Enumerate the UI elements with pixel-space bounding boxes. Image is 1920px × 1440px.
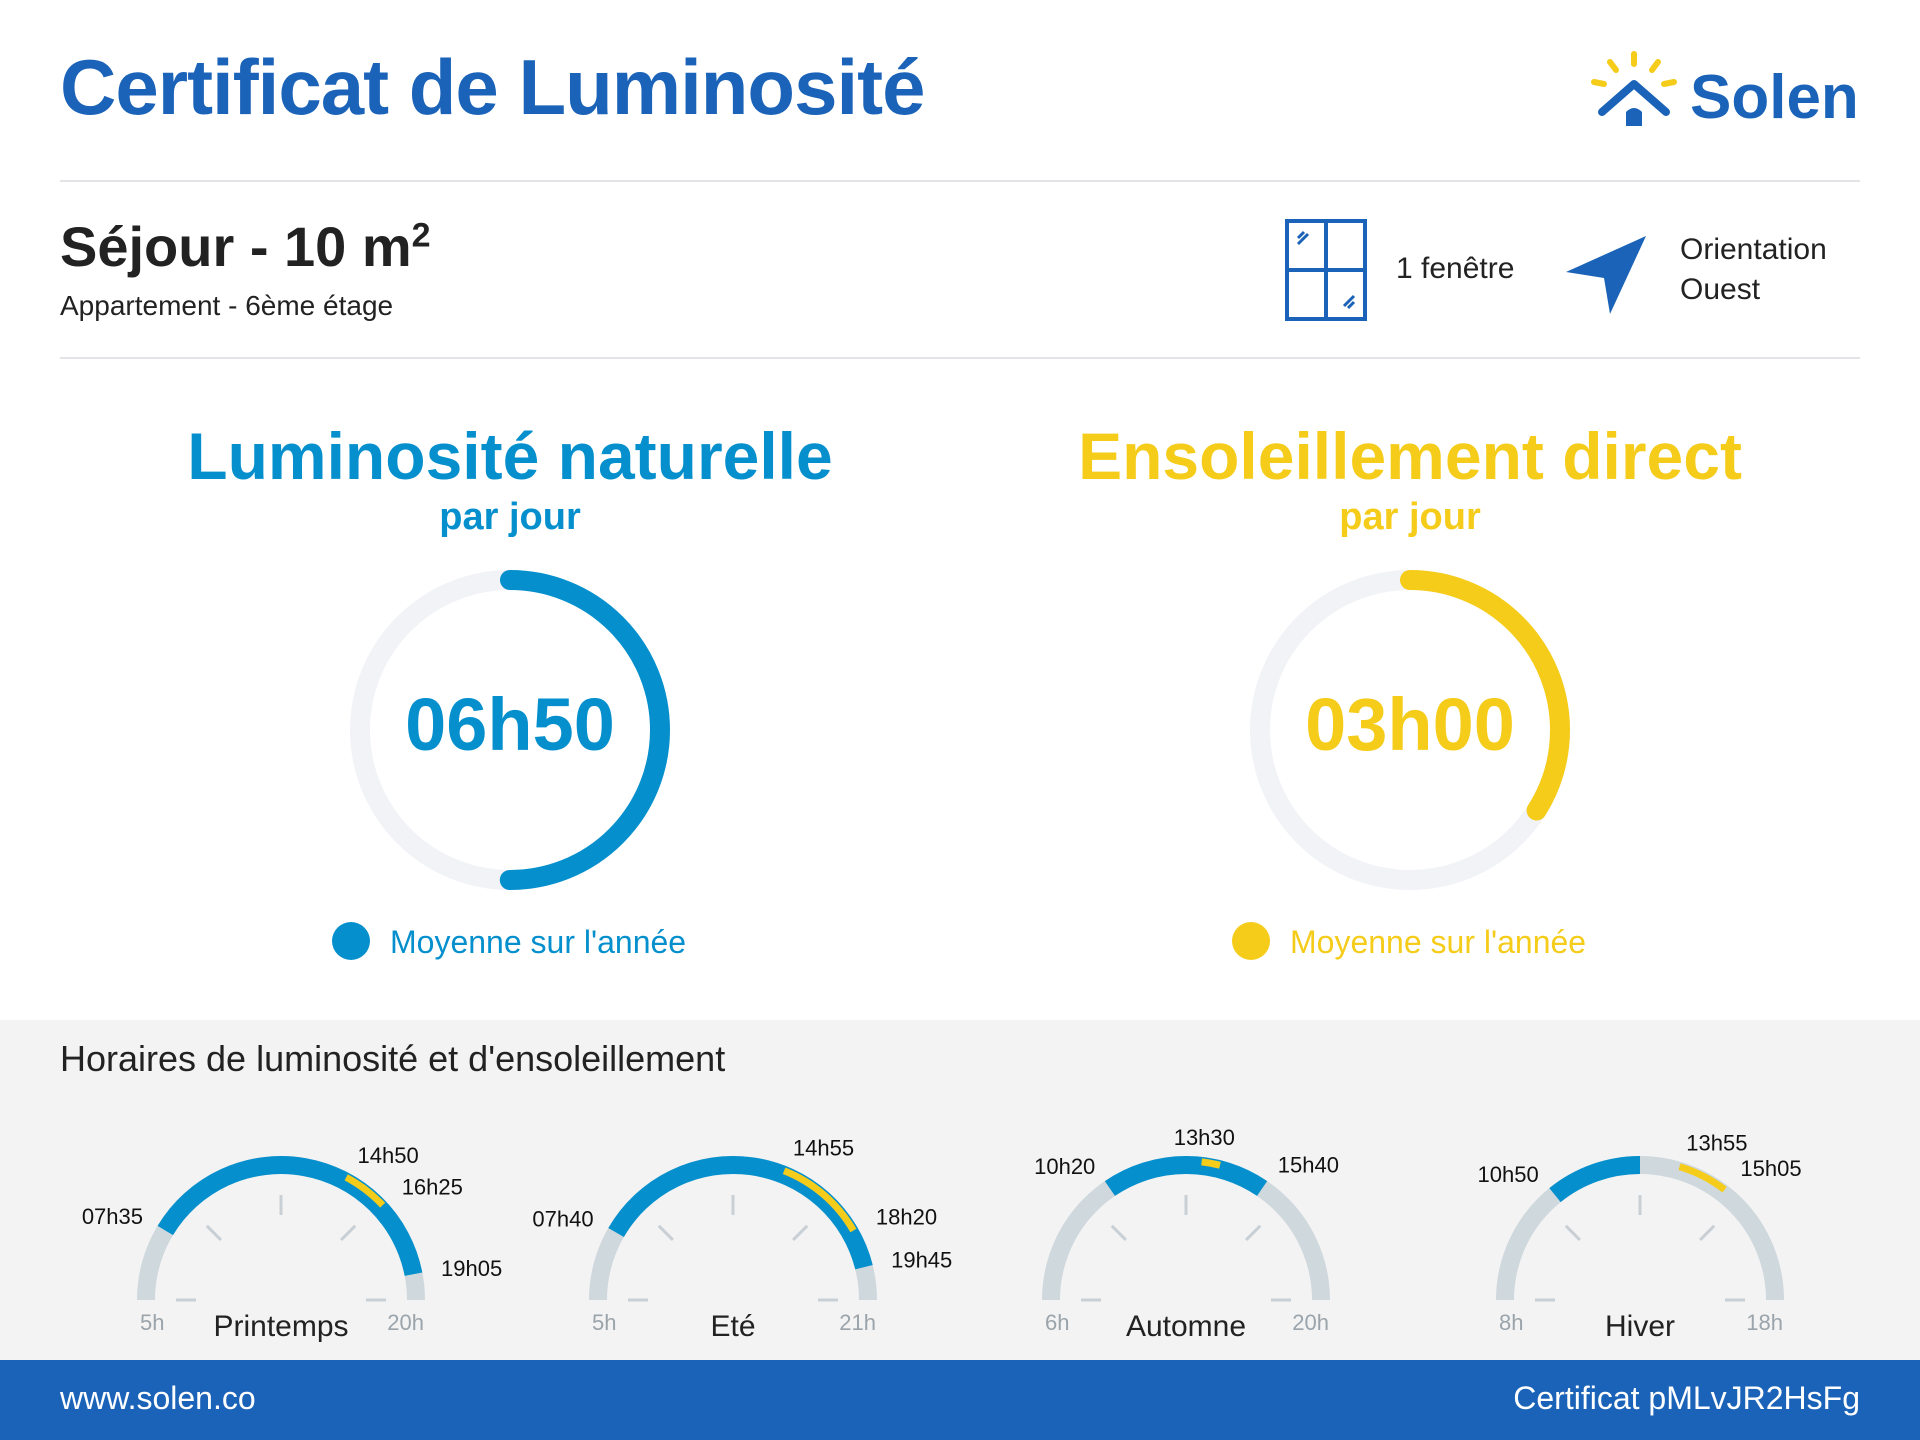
gauge-range-start: 5h <box>140 1310 165 1335</box>
room-title <box>60 214 431 279</box>
schedule-title: Horaires de luminosité et d'ensoleillement <box>60 1038 726 1079</box>
compass-arrow-icon <box>1562 230 1648 316</box>
gauge-light-arc <box>1555 1165 1640 1195</box>
gauge-season-name: Eté <box>710 1310 756 1343</box>
gauge-track <box>1505 1165 1775 1300</box>
direct-sun-subtitle: par jour <box>1339 496 1481 538</box>
window-count: 1 fenêtre <box>1396 252 1515 285</box>
natural-light-value: 06h50 <box>405 683 615 766</box>
divider <box>60 180 1860 182</box>
direct-sun-title: Ensoleillement direct <box>1078 419 1742 493</box>
unit-exponent: 2 <box>411 216 431 255</box>
gauge-range-end: 20h <box>1292 1310 1329 1335</box>
orientation-label: Orientation <box>1680 233 1827 266</box>
gauge-tick <box>341 1226 355 1240</box>
gauge-light-end-label: 19h45 <box>891 1247 953 1273</box>
gauge-light-start-label: 10h20 <box>1034 1154 1096 1179</box>
gauge-tick <box>659 1226 673 1240</box>
room-subtitle: Appartement - 6ème étage <box>60 290 394 321</box>
gauge-range-end: 20h <box>387 1310 424 1335</box>
gauge-range-start: 5h <box>592 1310 617 1335</box>
gauge-season-name: Automne <box>1125 1310 1247 1343</box>
legend-dot <box>332 922 370 960</box>
gauge-sun-start-label: 14h55 <box>792 1135 855 1161</box>
gauge-range-start: 8h <box>1499 1310 1524 1335</box>
gauge-tick <box>1112 1226 1126 1240</box>
gauge-sun-start-label: 13h30 <box>1173 1125 1235 1150</box>
gauge-tick <box>1566 1226 1580 1240</box>
gauge-track <box>598 1165 868 1300</box>
gauge-range-end: 18h <box>1746 1310 1783 1335</box>
brand-name: Solen <box>1690 63 1859 132</box>
gauge-light-arc <box>1110 1165 1262 1188</box>
gauge-light-end-label: 15h40 <box>1277 1152 1339 1178</box>
gauge-sun-end-label: 18h20 <box>875 1204 938 1230</box>
gauge-season-name: Hiver <box>1604 1310 1676 1343</box>
orientation-value: Ouest <box>1680 273 1761 306</box>
gauge-light-start-label: 10h50 <box>1477 1161 1539 1187</box>
natural-light-legend: Moyenne sur l'année <box>390 924 687 960</box>
natural-light-subtitle: par jour <box>439 496 581 538</box>
gauge-light-start-label: 07h40 <box>532 1206 594 1232</box>
gauge-light-end-label: 19h05 <box>441 1255 503 1281</box>
gauge-sun-end-label: 16h25 <box>401 1174 463 1200</box>
gauge-sun-arc <box>1202 1162 1220 1165</box>
footer-url-link[interactable]: www.solen.co <box>60 1380 256 1416</box>
gauge-light-arc <box>616 1165 864 1267</box>
gauge-tick <box>1246 1226 1260 1240</box>
gauge-tick <box>207 1226 221 1240</box>
solen-logo-icon <box>1586 50 1682 134</box>
gauge-track <box>1051 1165 1321 1300</box>
gauge-sun-start-label: 13h55 <box>1686 1130 1748 1156</box>
gauge-light-start-label: 07h35 <box>81 1204 143 1230</box>
gauge-light-arc <box>165 1165 413 1274</box>
natural-light-title: Luminosité naturelle <box>187 419 833 493</box>
page-title: Certificat de Luminosité <box>60 43 925 131</box>
season-gauges <box>0 1100 1920 1360</box>
direct-sun-legend: Moyenne sur l'année <box>1290 924 1587 960</box>
gauge-tick <box>793 1226 807 1240</box>
gauge-tick <box>1700 1226 1714 1240</box>
divider <box>60 357 1860 359</box>
certificate-id: Certificat pMLvJR2HsFg <box>1513 1380 1860 1416</box>
gauge-range-start: 6h <box>1045 1310 1070 1335</box>
legend-dot <box>1232 922 1270 960</box>
direct-sun-value: 03h00 <box>1305 683 1515 766</box>
gauge-season-name: Printemps <box>213 1310 349 1343</box>
orientation <box>1680 230 1827 310</box>
window-icon <box>1284 218 1368 322</box>
gauge-track <box>146 1165 416 1300</box>
gauge-sun-end-label: 15h05 <box>1740 1156 1802 1182</box>
gauge-sun-start-label: 14h50 <box>357 1143 419 1169</box>
room-name: Séjour - 10 m <box>60 215 412 278</box>
gauge-range-end: 21h <box>839 1310 876 1335</box>
